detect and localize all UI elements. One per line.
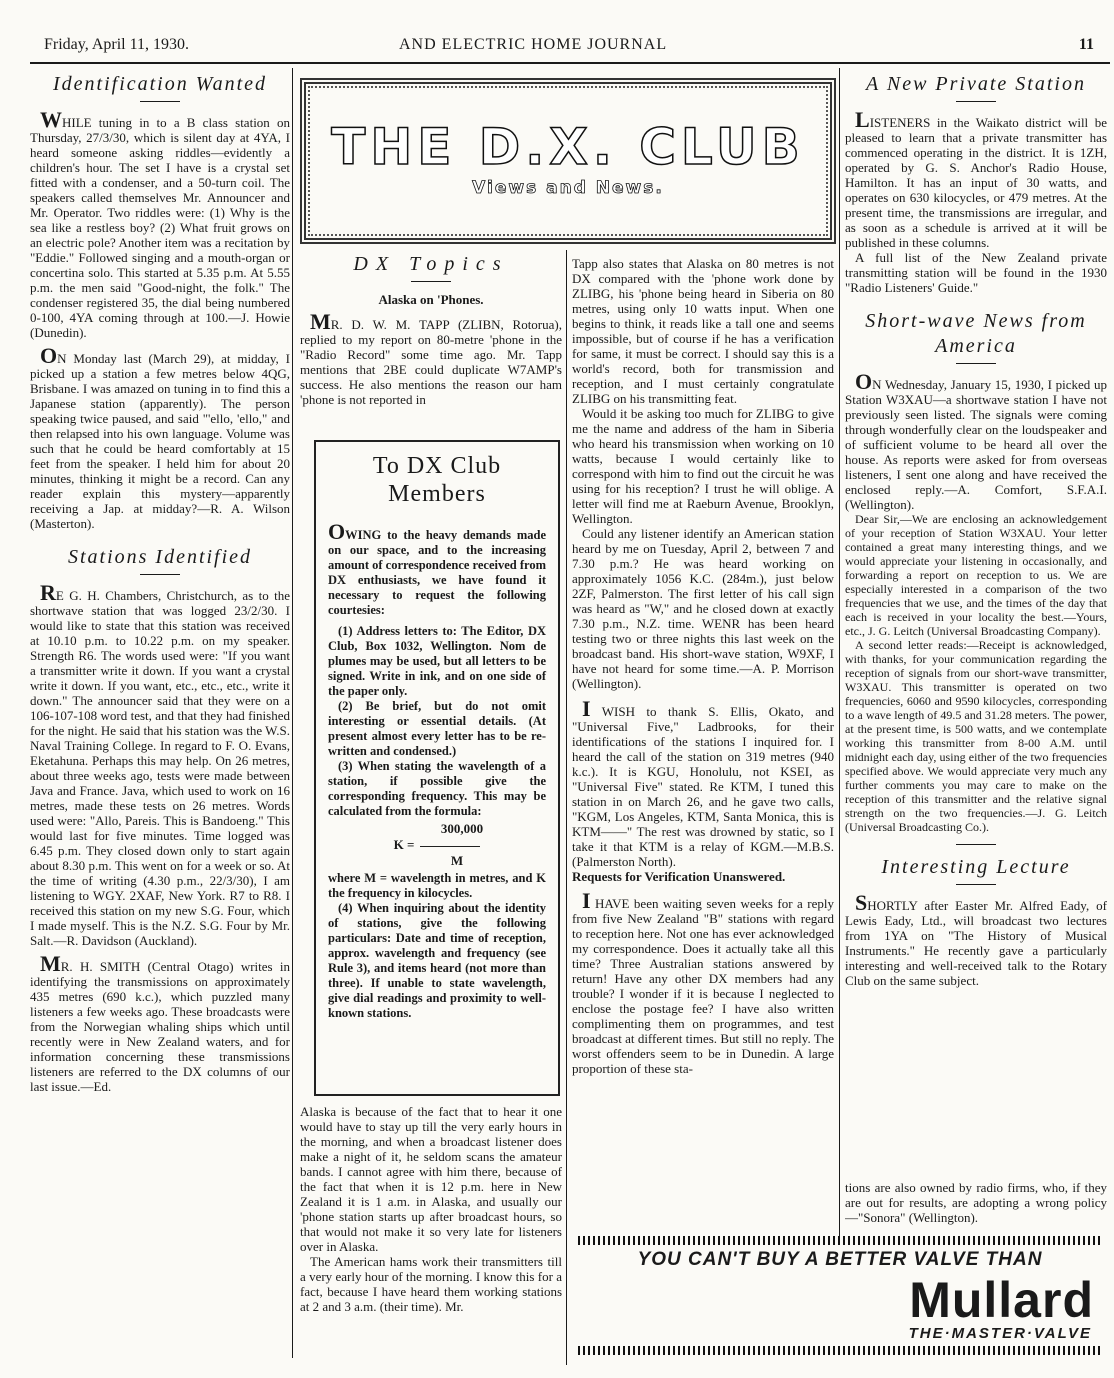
dx-club-banner xyxy=(300,78,836,244)
frequency-formula xyxy=(328,821,546,869)
banner-subtitle: Views and News. xyxy=(472,178,664,198)
publication-title: AND ELECTRIC HOME JOURNAL xyxy=(399,36,668,53)
identification-letter-2: ON Monday last (March 29), at midday, I picked up a station a few metres below 4QG, Brisbane. I was amazed on tuning in to find this a Japanese station (apparently). The person speaking twice paused, and said "'ello, 'ello," and then relapsed into his own language. Volume was such that he could be heard comfortably at 15 feet from the speaker. I held him for about 20 minutes, thinking it might be a record. Can any reader explain this mystery—apparently receiving a Jap. at midday?—R. A. Wilson (Masterton). xyxy=(30,343,290,531)
heading-rule xyxy=(956,884,996,885)
page-header xyxy=(44,36,1094,60)
private-station-heading: A New Private Station xyxy=(866,73,1086,95)
interesting-lecture-heading: Interesting Lecture xyxy=(881,856,1071,878)
notice-rule-3-note: where M = wavelength in metres, and K the frequency in kilocycles. xyxy=(328,871,546,900)
heading-rule xyxy=(956,101,996,102)
short-wave-letter: ON Wednesday, January 15, 1930, I picked up Station W3XAU—a shortwave station I have not previously seen listed. The signals were coming through wonderfully clear on the loudspeaker and of sufficient volume to be heard all over the house. As reports were asked for from overseas listeners, I sent one along and have received the enclosed reply.—A. Comfort, S.F.A.I. (Wellington). xyxy=(845,369,1107,512)
identification-wanted-heading: Identification Wanted xyxy=(52,73,267,95)
notice-rule-1: (1) Address letters to: The Editor, DX Club, Box 1032, Wellington. Nom de plumes may be used, but all letters to be signed. Write in ink, and on one side of the paper only. xyxy=(328,624,546,698)
section-rule xyxy=(956,844,996,845)
tapp-letter-2: Would it be asking too much for ZLIBG to give me the name and address of the ham in Siberia who heard his transmission when working on 10 watts, because I would certainly like to correspond with him to find out the circuit he was using for his reception? I trust he will oblige. A letter will find me at Raeburn Avenue, Brooklyn, Wellington. xyxy=(572,406,834,526)
heading-rule xyxy=(140,574,180,575)
column-2-bottom xyxy=(300,1104,562,1366)
header-rule xyxy=(30,62,1110,64)
short-wave-reply-1: Dear Sir,—We are enclosing an acknowledgement of your reception of Station W3XAU. Your letter contained a great many interesting things, and we would appreciate your listening in occasionally, and forwarding a report on reception to us. We are especially interested in a comparison of the two frequencies that we use, and the times of the day that each is received in your locality the best.—Yours, etc., J. G. Leitch (Universal Broadcasting Company). xyxy=(845,512,1107,638)
column-2-top xyxy=(300,252,562,437)
alaska-letter: MR. D. W. M. TAPP (ZLIBN, Rotorua), replied to my report on 80-metre 'phone in the "Radio Record" some time ago. Mr. Tapp mentions that 2BE could duplicate W7AMP's success. He also mentions the reason our ham 'phone is not reported in xyxy=(300,309,562,407)
notice-rule-4: (4) When inquiring about the identity of stations, give the following particulars: Date and time of reception, approx. wavelength and frequency (see Rule 3), and items heard (not more than three). If unable to state wavelength, give dial readings and proximity to well-known stations. xyxy=(328,901,546,1020)
page-number: 11 xyxy=(1078,36,1094,53)
column-divider-3 xyxy=(839,68,840,1238)
formula-fraction-bar xyxy=(420,846,480,847)
identification-letter-1: WHILE tuning in to a B class station on Thursday, 27/3/30, which is silent day at 4YA, I heard someone asking riddles—evidently a children's hour. The set I have is a crystal set fitted with a condenser, and a 50-turn coil. The speakers called themselves Mr. Announcer and Mr. Operator. Two riddles were: (1) Why is the sea like a restless boy? (2) What fruit grows on an electric pole? Another item was a recitation by "Eddie." Followed singing and a mouth-organ or concertina solo. This started at 5.35 p.m. At 5.55 p.m. the men said "Good-night, the folk." The condenser registered 35, the dial being numbered 0-100, 4YA coming through at 100.—J. Howie (Dunedin). xyxy=(30,107,290,340)
formula-numerator: 300,000 xyxy=(440,821,484,836)
heading-rule xyxy=(140,101,180,102)
alaska-letter-continued: Alaska is because of the fact that to hear it one would have to stay up till the very early hours in the morning, and when a broadcast listener does make a night of it, he seldom scans the amateur bands. I cannot agree with him there, because of the fact that when it is 12 p.m. here in New Zealand it is 1 a.m. in Alaska, and usually our 'phone station starts up after broadcast hours, so that would not make it so very late for listeners over in Alaska. xyxy=(300,1104,562,1254)
heading-rule xyxy=(956,363,996,364)
stations-letter-2: MR. H. SMITH (Central Otago) writes in identifying the transmissions on approximately 435 metres (690 k.c.), which puzzled many listeners a few weeks ago. These broadcasts were from the Norwegian whaling ships which until recently were in New Zealand waters, and for information concerning these transmissions listeners are referred to the DX columns of our last issue.—Ed. xyxy=(30,951,290,1094)
ad-bottom-border xyxy=(578,1346,1102,1355)
column-1 xyxy=(30,72,290,1372)
private-station-article-2: A full list of the New Zealand private transmitting station will be found in the 1930 "Radio Listeners' Guide." xyxy=(845,250,1107,295)
column-divider-2 xyxy=(566,250,567,1365)
short-wave-news-heading: Short-wave News from America xyxy=(865,310,1087,357)
dx-topics-heading: DX Topics xyxy=(353,253,509,275)
waiting-letter-continued: tions are also owned by radio firms, who, if they are out for results, are adopting a wrong policy—"Sonora" (Wellington). xyxy=(845,1180,1107,1225)
banner-title: THE D.X. CLUB xyxy=(331,118,805,176)
issue-date: Friday, April 11, 1930. xyxy=(44,36,190,53)
dx-club-members-notice xyxy=(314,440,560,1096)
notice-title: To DX Club Members xyxy=(372,453,502,507)
heading-rule xyxy=(411,281,451,282)
verification-subheading: Requests for Verification Unanswered. xyxy=(572,869,786,884)
ad-brand-logo: Mullard xyxy=(909,1272,1094,1328)
notice-intro: OWING to the heavy demands made on our space, and to the increasing amount of correspondence received from DX enthusiasts, we have found it necessary to request the following courtesies: xyxy=(328,519,547,617)
column-3 xyxy=(572,256,834,1234)
stations-identified-heading: Stations Identified xyxy=(67,546,253,568)
private-station-article: LISTENERS in the Waikato district will be pleased to learn that a private transmitter has commenced operating in the district. It is 1ZH, operated by G. S. Anchor's Radio House, Hamilton. It has an input of 30 watts, and operates on 630 kilocycles, or 479 metres. At the present time, the transmissions are irregular, and as soon as a schedule is arrived at it will be published in these columns. xyxy=(845,107,1107,250)
formula-lhs: K = xyxy=(393,837,415,852)
column-4 xyxy=(845,72,1107,1234)
formula-denominator: M xyxy=(450,853,464,868)
alaska-letter-continued-2: The American hams work their transmitters till a very early hour of the morning. I know this for a fact, because I have heard them working stations at 2 and 3 a.m. (their time). Mr. xyxy=(300,1254,562,1314)
ad-motto: THE·MASTER·VALVE xyxy=(908,1325,1092,1342)
column-divider-1 xyxy=(292,68,293,1358)
notice-rule-2: (2) Be brief, but do not omit interesting or essential details. (At present almost every letter has to be re-written and condensed.) xyxy=(328,699,546,758)
stations-letter-1: RE G. H. Chambers, Christchurch, as to the shortwave station that was logged 23/2/30. I would like to state that this station was received at 10.10 p.m. to 10.22 p.m. on my speaker. Strength R6. The words used were: "If you want a transmitter write it down. If you want a crystal write it down. If you want, etc., etc., etc., write it down." The announcer said that they were on a 106-107-108 word test, and that they had finished for the night. He said that his station was the W.S. Naval Training College. In regard to F. O. Evans, Eketahuna. Perhaps this may help. On 26 metres, about three weeks ago, tests were made between Java and France. Java, which used to work on 16 metres, made these tests on 26 metres. Words used were: "Allo, Pareis. This is Bandoeng." This would last for five minutes. Time logged was 6.45 p.m. They closed down only to start again about 8.30 p.m. This went on for a week or so. At the time of writing (4.30 p.m., 22/3/30), I am listening to WGY. 2XAF, New York. R7 to R8. I received this station on my new S.G. Four, which I made myself. This is the N.Z. S.G. Four by Mr. Salt.—R. Davidson (Auckland). xyxy=(30,580,290,948)
ad-top-border xyxy=(578,1236,1102,1245)
short-wave-reply-2: A second letter reads:—Receipt is acknowledged, with thanks, for your communication regarding the reception of signals from our short-wave transmitter, W3XAU. This transmitter is operated on two frequencies, 6060 and 9590 kilocycles, corresponding to a wave length of 49.5 and 31.28 meters. The power, at the present time, is 500 watts, and we contemplate working this transmitter from 8-00 A.M. until midnight each day, using either of the two frequencies specified above. We would appreciate very much any further comments you may care to make on the reception of this transmitter and the relative signal strength on the two frequencies.—J. G. Leitch (Universal Broadcasting Co.). xyxy=(845,638,1107,834)
wish-letter: I WISH to thank S. Ellis, Okato, and "Universal Five," Ladbrooks, for their identifications of the stations I inquired for. I heard the call of the station on 319 metres (940 k.c.). It is KGU, Honolulu, not KSEI, as "Universal Five" stated. Re KTM, I tuned this station in on March 26, and he gave two calls, "KGM, Los Angeles, KTM, Santa Monica, this is KTM——" The rest was drowned by static, so I take it that KTM is a relay of KGM.—M.B.S. (Palmerston North). xyxy=(572,696,834,869)
tapp-letter-1: Tapp also states that Alaska on 80 metres is not DX compared with the 'phone work done by ZLIBG, his 'phone being heard in Siberia on 80 metres, using only 10 watts input. When one begins to think, it reads like a tall one and seems impossible, but of course if he has a verification for same, it must be correct. I should say this is a world's record, both for transmission and reception, and I must certainly congratulate ZLIBG on his transmitting feat. xyxy=(572,256,834,406)
column-4-continued xyxy=(845,1180,1107,1232)
lecture-article: SHORTLY after Easter Mr. Alfred Eady, of Lewis Eady, Ltd., will broadcast two lectures from 1YA on "The History of Musical Instruments." He recently gave a particularly interesting and well-received talk to the Rotary Club on the same subject. xyxy=(845,890,1107,988)
notice-rule-3: (3) When stating the wavelength of a station, if possible give the corresponding frequency. This may be calculated from the formula: xyxy=(328,759,546,818)
mullard-advertisement xyxy=(578,1236,1102,1356)
tapp-letter-3: Could any listener identify an American station heard by me on Tuesday, April 2, between 7 and 7.30 p.m.? He was heard working on approximately 1056 K.C. (284m.), just below 2ZF, Palmerston. The first letter of his call sign was heard as "W," and he closed down at exactly 7.30 p.m., N.Z. time. WENR has been heard testing two or three nights this last week on the broadcast band. His short-wave station, W9XF, I have not heard for some time.—A. P. Morrison (Wellington). xyxy=(572,526,834,691)
alaska-subheading: Alaska on 'Phones. xyxy=(378,292,484,307)
ad-tagline: YOU CAN'T BUY A BETTER VALVE THAN xyxy=(637,1249,1043,1270)
waiting-letter: I HAVE been waiting seven weeks for a reply from five New Zealand "B" stations with regard to reception here. Not one has ever acknowledged my correspondence. Does it actually take all this time? Three Australian stations answered by return! Have any other DX members had any trouble? I wonder if it is because I neglected to enclose the postage fee? I have also written complimenting them on programmes, and test broadcast at different times. But still no reply. The worst offenders seem to be in Dunedin. A large proportion of these sta- xyxy=(572,888,834,1076)
